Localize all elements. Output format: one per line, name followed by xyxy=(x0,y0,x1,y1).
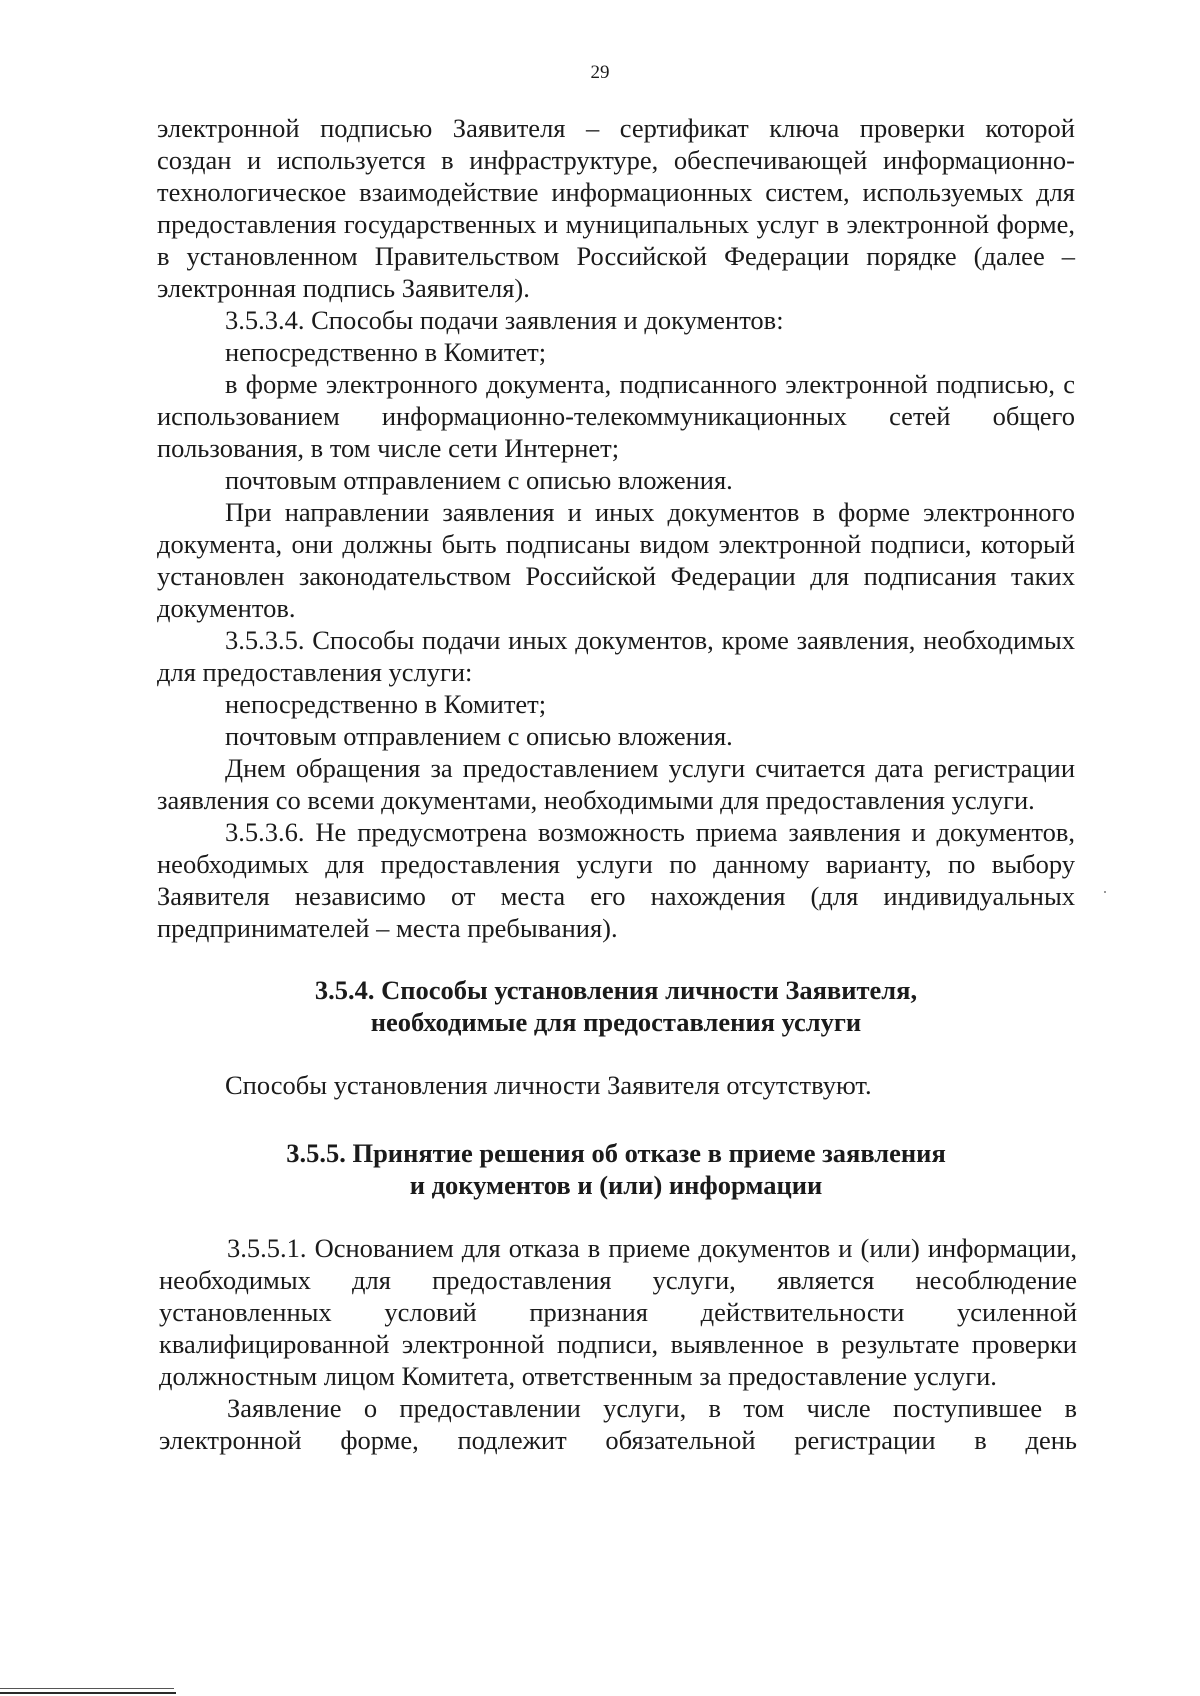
paragraph-request-date: Днем обращения за предоставлением услуги считается дата регистрации заявления со всеми документами, необходимыми для предоставления услуги. xyxy=(157,753,1075,815)
scan-speck xyxy=(1104,891,1106,893)
paragraph-electronic-signature-requirement: При направлении заявления и иных документов в форме электронного документа, они должны быть подписаны видом электронной подписи, который установлен законодательством Российской Федерации для подписания таких документов. xyxy=(157,497,1075,623)
paragraph-extraterritorial: 3.5.3.6. Не предусмотрена возможность приема заявления и документов, необходимых для предоставления услуги по данному варианту, по выбору Заявителя независимо от места его нахождения (для индивидуальных предпринимателей – места пребывания). xyxy=(157,817,1075,943)
section-heading-identity-line1: 3.5.4. Способы установления личности Заявителя, xyxy=(314,975,918,1005)
paragraph-submission-methods-heading: 3.5.3.4. Способы подачи заявления и документов: xyxy=(225,305,784,335)
paragraph-signature-definition: создан и используется в инфраструктуре, обеспечивающей информационно-технологическое взаимодействие информационных систем, используемых для предоставления государственных и муниципальных услуг в электронной форме, в установленном Правительством Российской Федерации порядке (далее – электронная подпись Заявителя). xyxy=(157,145,1075,303)
paragraph-signature-line: электронной подписью Заявителя – сертификат ключа проверки которой xyxy=(157,113,1075,143)
paragraph-other-documents-direct: непосредственно в Комитет; xyxy=(225,689,547,719)
paragraph-submission-direct: непосредственно в Комитет; xyxy=(225,337,547,367)
paragraph-submission-electronic: в форме электронного документа, подписанного электронной подписью, с использованием информационно-телекоммуникационных сетей общего пользования, в том числе сети Интернет; xyxy=(157,369,1075,463)
section-heading-identity-line2: необходимые для предоставления услуги xyxy=(370,1007,862,1037)
section-heading-refusal-line1: 3.5.5. Принятие решения об отказе в приеме заявления xyxy=(286,1138,946,1168)
page-number: 29 xyxy=(590,62,610,83)
scan-edge-line xyxy=(0,1688,174,1689)
paragraph-refusal-grounds: 3.5.5.1. Основанием для отказа в приеме документов и (или) информации, необходимых для предоставления услуги, является несоблюдение установленных условий признания действительности усиленной квалифицированной электронной подписи, выявленное в результате проверки должностным лицом Комитета, ответственным за предоставление услуги. xyxy=(159,1233,1077,1391)
refusal-section-body xyxy=(159,1232,1077,1456)
section-heading-refusal-line2: и документов и (или) информации xyxy=(409,1170,823,1200)
paragraph-other-documents-post: почтовым отправлением с описью вложения. xyxy=(225,721,733,751)
paragraph-other-documents-heading: 3.5.3.5. Способы подачи иных документов, кроме заявления, необходимых для предоставления услуги: xyxy=(157,625,1075,687)
paragraph-submission-post: почтовым отправлением с описью вложения. xyxy=(225,465,733,495)
document-body xyxy=(157,112,1075,1456)
paragraph-identity-methods: Способы установления личности Заявителя отсутствуют. xyxy=(225,1070,872,1100)
scan-edge-line xyxy=(0,1692,176,1694)
paragraph-registration: Заявление о предоставлении услуги, в том числе поступившее в электронной форме, подлежит обязательной регистрации в день xyxy=(159,1393,1077,1455)
